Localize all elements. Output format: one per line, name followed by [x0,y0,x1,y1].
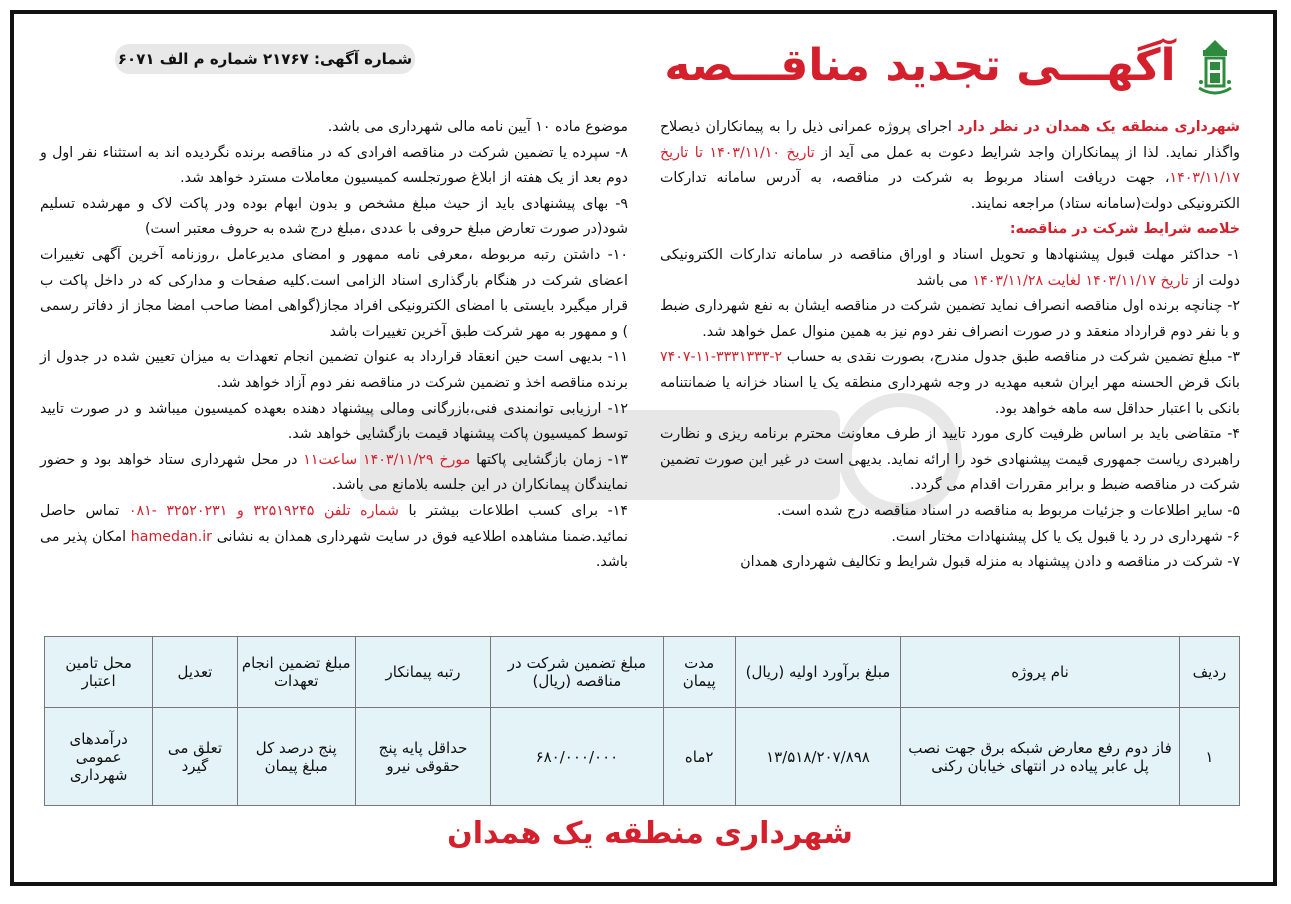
cell-tender-guarantee: ۶۸۰/۰۰۰/۰۰۰ [491,708,663,806]
condition-item-7: ۷- شرکت در مناقصه و دادن پیشنهاد به منزله قبول شرایط و تکالیف شهرداری همدان [740,554,1240,571]
item3-account: ۲-۳۳۳۱۳۳۳-۱۱-۷۴۰۷ [660,349,783,366]
intro-paragraph [660,115,1240,217]
municipality-logo-icon [1195,38,1235,102]
condition-item-3 [660,345,1240,422]
item3-tail: بانک قرض الحسنه مهر ایران شعبه مهدیه در وجه شهرداری منطقه یک یا اسناد خزانه یا ضمانتنامه بانکی با اعتبار حداقل سه ماهه خواهد بود. [660,374,1240,417]
condition-item-13 [40,448,628,499]
header-row-number: ردیف [1179,637,1239,708]
condition-item-4: ۴- متقاضی باید بر اساس ظرفیت کاری مورد تایید از طرف معاونت محترم برنامه ریزی و نظارت راهبردی ریاست جمهوری قیمت پیشنهادی خود را ارائه نماید. بدیهی است در غیر این صورت تضمین شرکت در مناقصه ضبط و برابر مقررات اقدام می گردد. [660,426,1240,494]
condition-item-2: ۲- چنانچه برنده اول مناقصه انصراف نماید تضمین شرکت در مناقصه ایشان به نفع شهرداری ضبط و با نفر دوم قرارداد منعقد و در صورت انصراف نفر دوم نیز به همین منوال عمل خواهد شد. [660,298,1240,340]
cell-contractor-rank: حداقل پایه پنج حقوقی نیرو [355,708,490,806]
cell-performance-guarantee: پنج درصد کل مبلغ پیمان [237,708,355,806]
item14-text-2: تماس حاصل نمائید.ضمنا مشاهده اطلاعیه فوق در سایت شهرداری همدان به نشانی [40,502,629,545]
condition-item-7-cont: موضوع ماده ۱۰ آیین نامه مالی شهرداری می باشد. [327,119,628,135]
condition-item-11: ۱۱- بدیهی است حین انعقاد قرارداد به عنوان تضمین انجام تعهدات به میزان تعیین شده در جدول از برنده مناقصه اخذ و تضمین شرکت در مناقصه نفر دوم آزاد خواهد شد. [40,349,628,391]
cell-initial-estimate: ۱۳/۵۱۸/۲۰۷/۸۹۸ [735,708,900,806]
item14-tail: امکان پذیر می باشد. [40,528,628,571]
header-project-name: نام پروژه [901,637,1180,708]
condition-item-5: ۵- سایر اطلاعات و جزئیات مربوط به مناقصه در اسناد مناقصه درج شده است. [776,502,1240,519]
cell-adjustment: تعلق می گیرد [153,708,237,806]
header-contract-duration: مدت پیمان [663,637,735,708]
cell-project-name: فاز دوم رفع معارض شبکه برق جهت نصب پل عابر پیاده در انتهای خیابان رکنی [901,708,1180,806]
condition-item-9: ۹- بهای پیشنهادی باید از حیث مبلغ مشخص و بدون ابهام بوده ودر پاکت لاک و مهرشده تسلیم شود(در صورت تعارض مبلغ حروفی با عددی ،مبلغ درج شده به حروف معتبر است) [40,195,628,238]
table-header-row [45,637,1240,708]
header-initial-estimate: مبلغ برآورد اولیه (ریال) [735,637,900,708]
condition-item-14 [40,499,628,576]
item14-phone: شماره تلفن ۳۲۵۱۹۲۴۵ و ۳۲۵۲۰۲۳۱ -۰۸۱ [128,502,399,519]
header-contractor-rank: رتبه پیمانکار [355,637,490,708]
cell-contract-duration: ۲ماه [663,708,735,806]
ad-number-badge: شماره آگهی: ۲۱۷۶۷ شماره م الف ۶۰۷۱ [115,44,415,74]
footer-signature: شهرداری منطقه یک همدان [447,816,853,851]
condition-item-1 [660,243,1240,294]
left-column [40,115,628,576]
item13-tail: در محل شهرداری ستاد خواهد بود و حضور نمایندگان پیمانکاران در این جلسه بلامانع می باشد. [40,451,628,494]
website-link[interactable]: hamedan.ir [130,528,213,545]
intro-dates: تاریخ ۱۴۰۳/۱۱/۱۰ تا تاریخ ۱۴۰۳/۱۱/۱۷ [660,144,1240,187]
condition-item-8: ۸- سپرده یا تضمین شرکت در مناقصه افرادی که در مناقصه برنده نگردیده اند به استثناء نفر اول و دوم بعد از یک هفته از ابلاغ صورتجلسه کمیسیون معاملات مسترد خواهد شد. [40,144,628,187]
page-title: آگهـــی تجدید مناقـــصه [664,40,1176,91]
item1-tail: می باشد [916,272,973,289]
summary-title: خلاصه شرایط شرکت در مناقصه: [1009,221,1240,238]
header-adjustment: تعدیل [153,637,237,708]
item3-text: ۳- مبلغ تضمین شرکت در مناقصه طبق جدول مندرج، بصورت نقدی به حساب [782,349,1240,366]
item13-date: مورخ ۱۴۰۳/۱۱/۲۹ ساعت۱۱ [303,451,471,468]
right-column [660,115,1240,576]
projects-table [44,636,1240,806]
condition-item-12: ۱۲- ارزیابی توانمندی فنی،بازرگانی ومالی پیشنهاد دهنده بعهده کمیسیون میباشد و در صورت تایید توسط کمیسیون پاکت پیشنهاد قیمت بازگشایی خواهد شد. [40,400,628,443]
item14-text: ۱۴- برای کسب اطلاعات بیشتر با [398,502,628,519]
item1-dates: تاریخ ۱۴۰۳/۱۱/۱۷ لغایت ۱۴۰۳/۱۱/۲۸ [972,272,1189,289]
intro-lead: شهرداری منطقه یک همدان در نظر دارد [957,119,1240,135]
cell-row-number: ۱ [1179,708,1239,806]
header-performance-guarantee: مبلغ تضمین انجام تعهدات [237,637,355,708]
cell-funding-source: درآمدهای عمومی شهرداری [45,708,153,806]
condition-item-10: ۱۰- داشتن رتبه مربوطه ،معرفی نامه ممهور و امضای مدیرعامل ،روزنامه آخرین آگهی تغییرات اعضای شرکت در هنگام بارگذاری اسناد الزامی است.کلیه صفحات و مدارکی که در داخل پاکت ب قرار میگیرد بایستی با امضای الکترونیکی افراد مجاز(گواهی امضا صاحب امضا مجاز از دفاتر رسمی ) و ممهور به مهر شرکت طبق آخرین تغییرات باشد [40,246,628,340]
header-funding-source: محل تامین اعتبار [45,637,153,708]
table-row [45,708,1240,806]
intro-text-2: ، جهت دریافت اسناد مربوط به شرکت در مناقصه، به آدرس سامانه تدارکات الکترونیکی دولت(سامانه ستاد) مراجعه نمایند. [660,170,1240,212]
item13-text: ۱۳- زمان بازگشایی پاکتها [470,451,629,468]
item1-text: ۱- حداکثر مهلت قبول پیشنهادها و تحویل اسناد و اوراق مناقصه در سامانه تدارکات الکترونیکی دولت از [660,246,1240,289]
header-tender-guarantee: مبلغ تضمین شرکت در مناقصه (ریال) [491,637,663,708]
intro-text-1: اجرای پروژه عمرانی ذیل را به پیمانکاران ذیصلاح واگذار نماید. لذا از پیمانکاران واجد شرایط دعوت به عمل می آید از [660,119,1240,161]
condition-item-6: ۶- شهرداری در رد یا قبول یک یا کل پیشنهادات مختار است. [891,528,1240,545]
